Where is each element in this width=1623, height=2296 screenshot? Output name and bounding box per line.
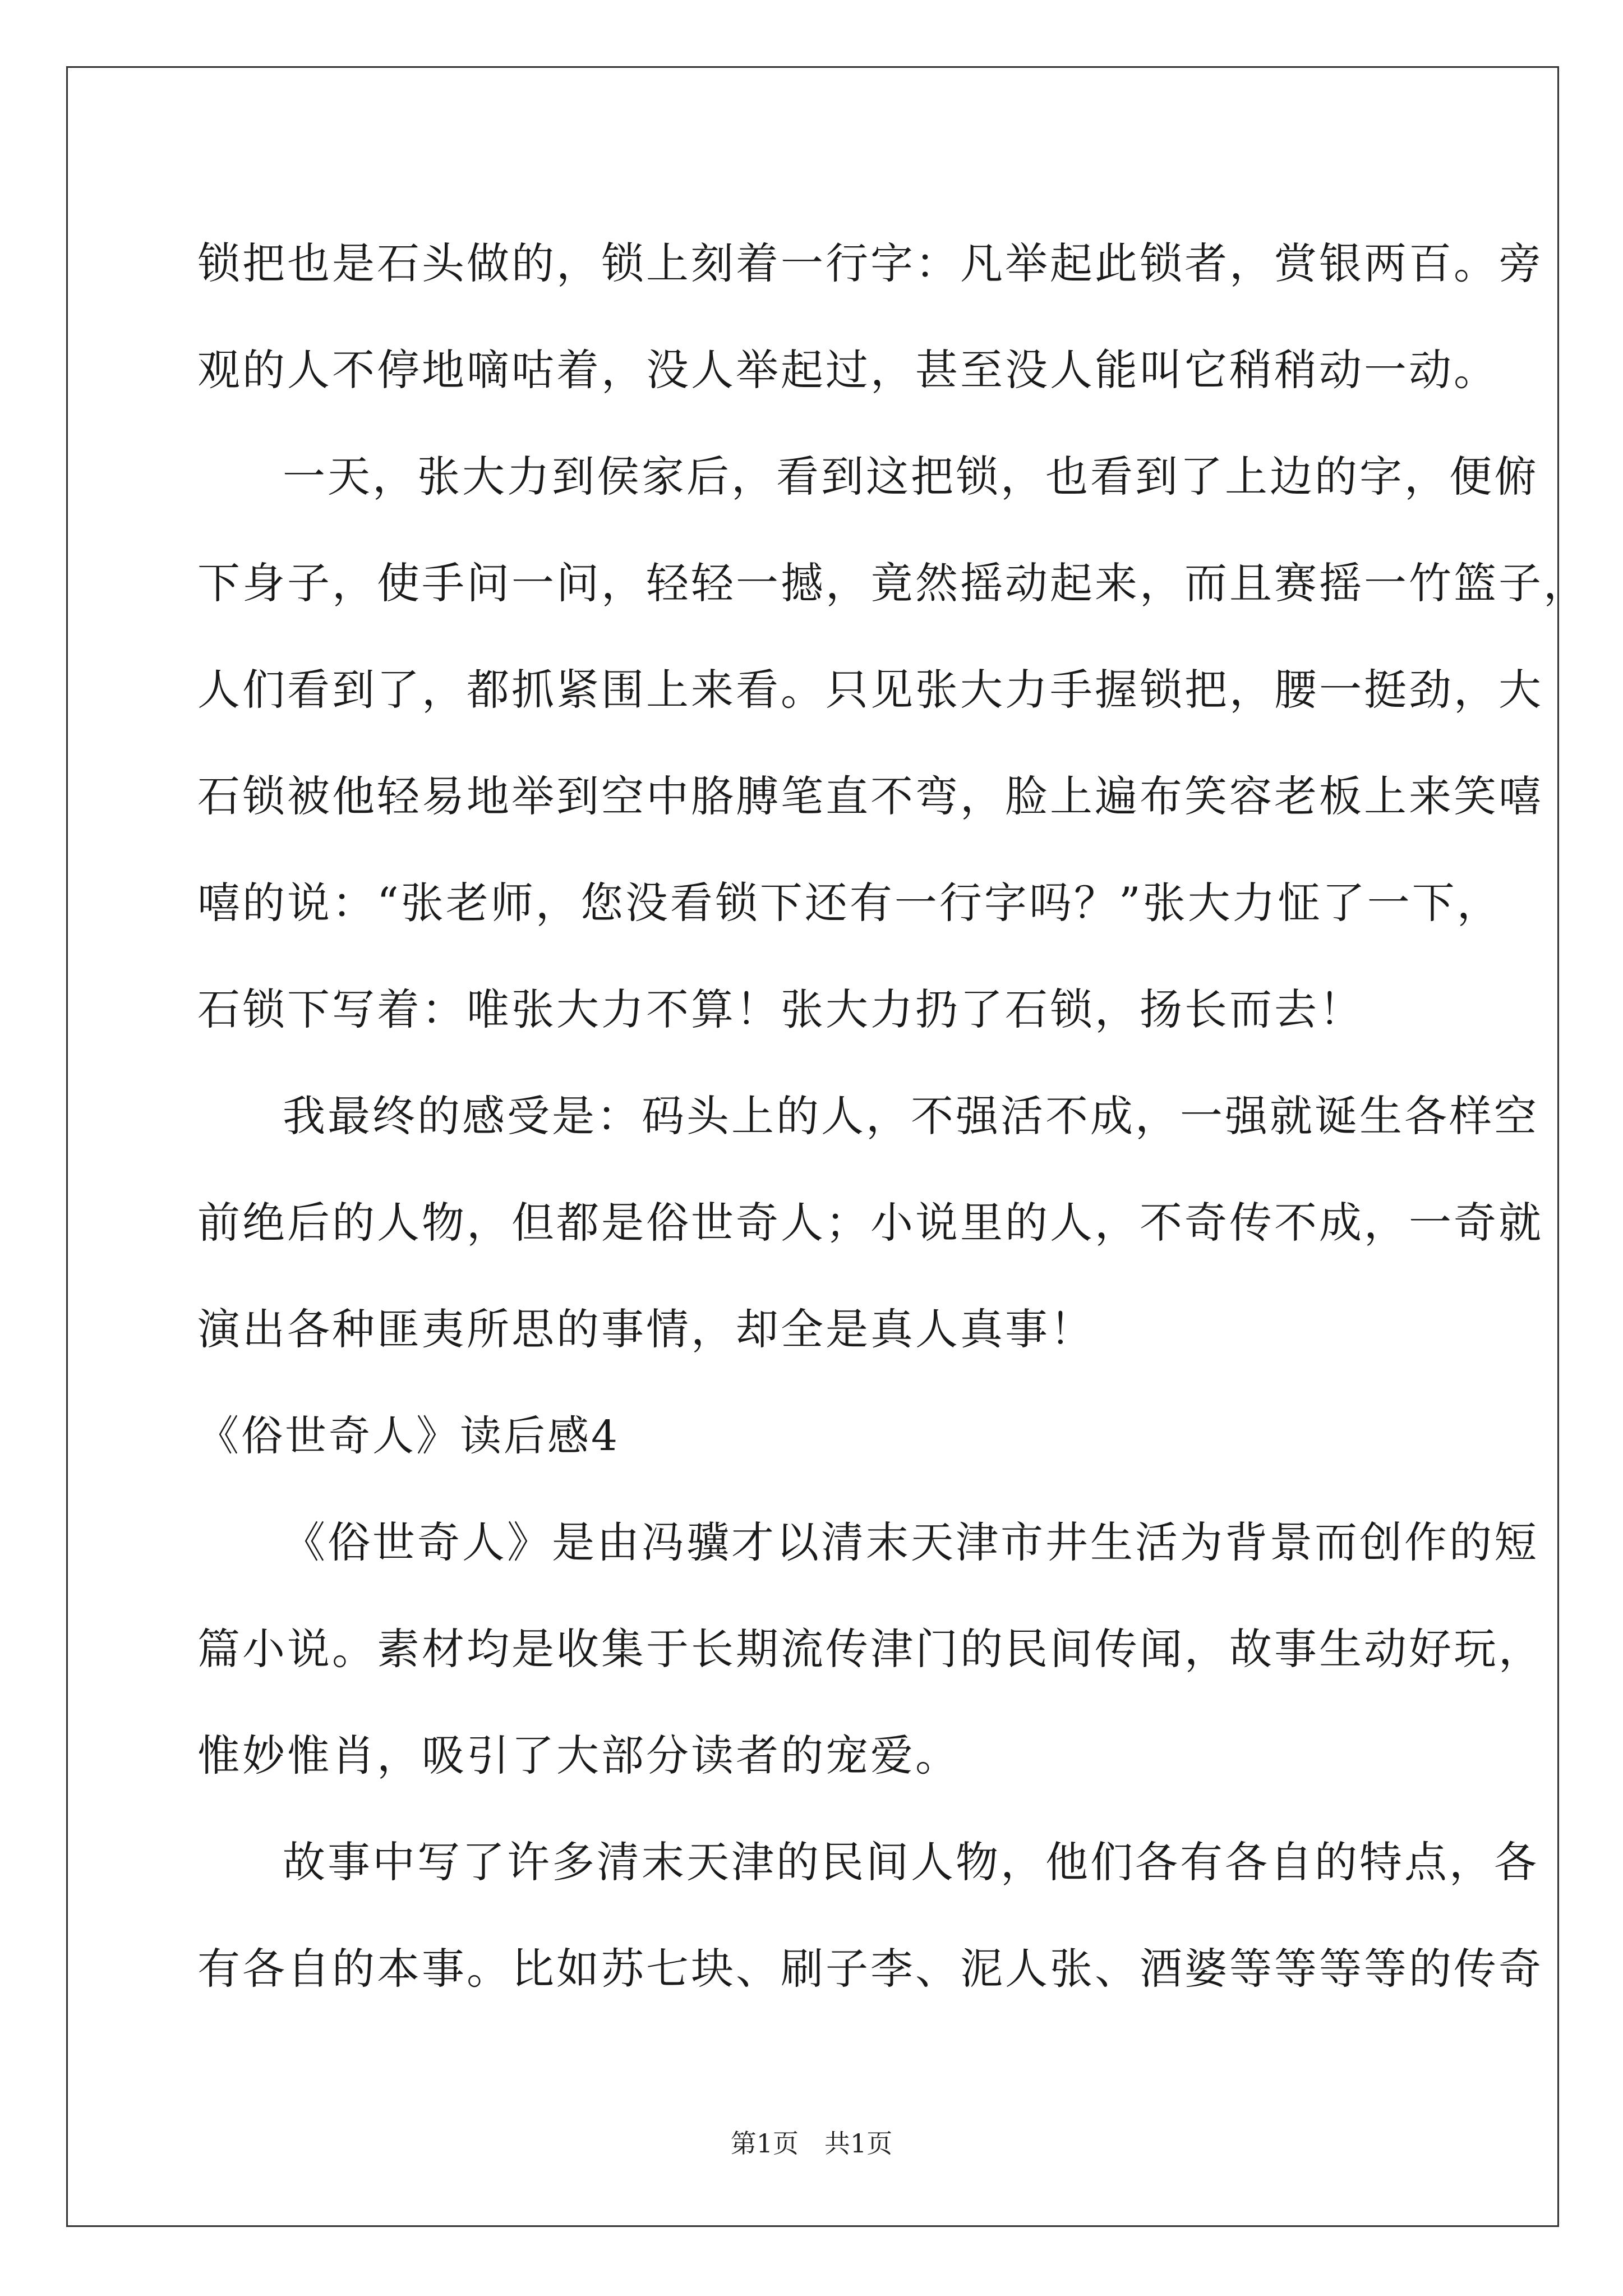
text-line: 惟妙惟肖，吸引了大部分读者的宠爱。 xyxy=(197,1731,960,1780)
paragraph-start-line: 《俗世奇人》是由冯骥才以清末天津市井生活为背景而创作的短 xyxy=(283,1517,1539,1567)
document-body xyxy=(197,210,1588,2022)
section-heading: 《俗世奇人》读后感4 xyxy=(197,1412,620,1460)
text-line: 人们看到了，都抓紧围上来看。只见张大力手握锁把，腰一挺劲，大 xyxy=(197,665,1543,715)
text-line: 篇小说。素材均是收集于长期流传津门的民间传闻，故事生动好玩， xyxy=(197,1624,1543,1674)
text-line: 石锁下写着：唯张大力不算！张大力扔了石锁，扬长而去！ xyxy=(197,984,1364,1034)
paragraph-start-line: 故事中写了许多清末天津的民间人物，他们各有各自的特点，各 xyxy=(283,1837,1539,1887)
text-line: 嘻的说：“张老师，您没看锁下还有一行字吗？”张大力怔了一下， xyxy=(197,878,1502,928)
text-line: 下身子，使手问一问，轻轻一撼，竟然摇动起来，而且赛摇一竹篮子， xyxy=(197,558,1588,608)
paragraph-start-line: 我最终的感受是：码头上的人，不强活不成，一强就诞生各样空 xyxy=(283,1091,1539,1141)
text-line: 演出各种匪夷所思的事情，却全是真人真事！ xyxy=(197,1304,1095,1354)
text-line: 石锁被他轻易地举到空中胳膊笔直不弯，脸上遍布笑容老板上来笑嘻 xyxy=(197,771,1543,821)
text-line: 前绝后的人物，但都是俗世奇人；小说里的人，不奇传不成，一奇就 xyxy=(197,1198,1543,1248)
text-line: 观的人不停地嘀咕着，没人举起过，甚至没人能叫它稍稍动一动。 xyxy=(197,345,1498,395)
page-footer: 第1页 共1页 xyxy=(730,2128,893,2159)
paragraph-start-line: 一天，张大力到侯家后，看到这把锁，也看到了上边的字，便俯 xyxy=(283,452,1539,501)
text-line: 有各自的本事。比如苏七块、刷子李、泥人张、酒婆等等等等的传奇 xyxy=(197,1944,1543,1994)
text-line: 锁把也是石头做的，锁上刻着一行字：凡举起此锁者，赏银两百。旁 xyxy=(197,238,1543,288)
